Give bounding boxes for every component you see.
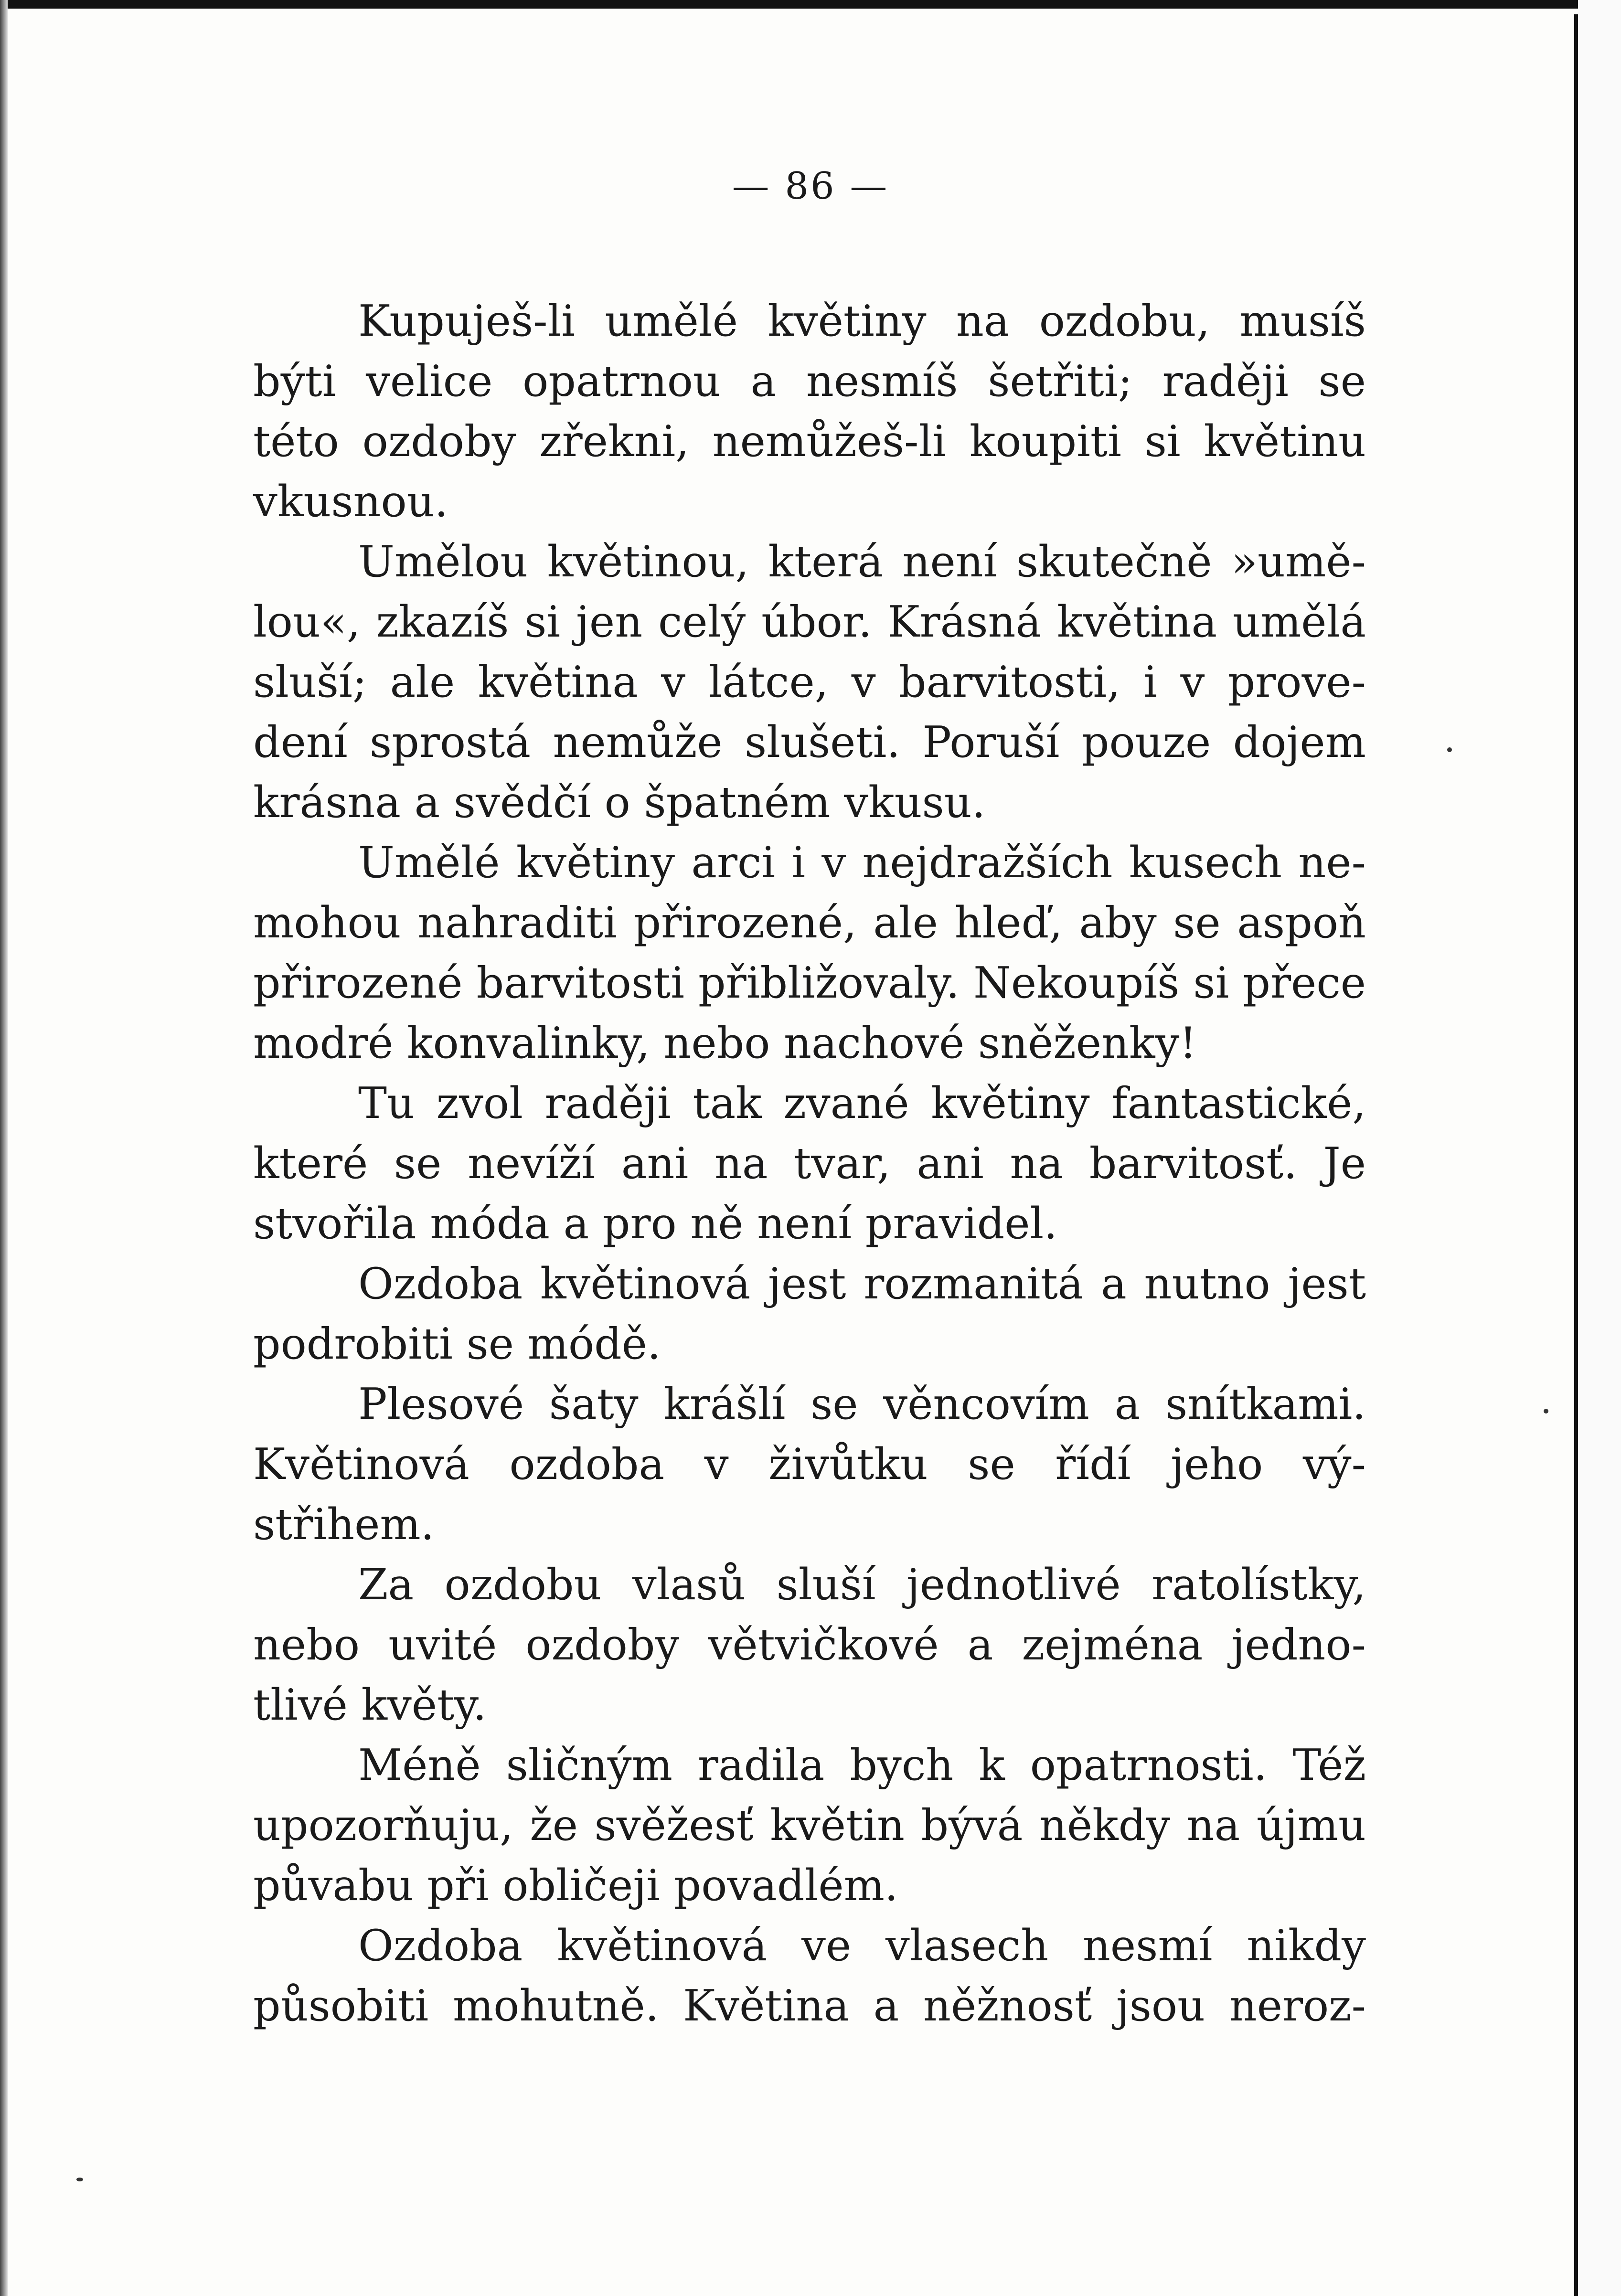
text-line: Tu zvol raději tak zvané květiny fantastické,	[358, 1078, 1366, 1128]
scan-speck	[76, 2178, 83, 2181]
body-text	[253, 291, 1366, 2036]
scan-right-rule	[1574, 14, 1578, 2296]
text-line: Ozdoba květinová jest rozmanitá a nutno jest	[358, 1259, 1366, 1309]
text-line: lou«, zkazíš si jen celý úbor. Krásná květina umělá	[253, 597, 1366, 647]
scan-top-edge	[0, 0, 1621, 9]
text-line: Plesové šaty krášlí se věncovím a snítkami.	[358, 1379, 1366, 1429]
text-line: Umělou květinou, která není skutečně »umě-	[358, 537, 1366, 587]
text-line: modré konvalinky, nebo nachové sněženky!	[253, 1018, 1197, 1068]
text-line: Kupuješ-li umělé květiny na ozdobu, musíš	[358, 296, 1366, 346]
text-line: dení sprostá nemůže slušeti. Poruší pouze dojem	[253, 717, 1366, 767]
text-line: Méně sličným radila bych k opatrnosti. Též	[358, 1740, 1366, 1790]
text-line: přirozené barvitosti přibližovaly. Nekoupíš si přece	[253, 958, 1366, 1008]
text-line: býti velice opatrnou a nesmíš šetřiti; raději se	[253, 356, 1366, 406]
text-line: působiti mohutně. Květina a něžnosť jsou neroz-	[253, 1981, 1366, 2031]
text-line: Umělé květiny arci i v nejdražších kusech ne-	[358, 838, 1366, 888]
text-line: nebo uvité ozdoby větvičkové a zejména jedno-	[253, 1620, 1366, 1670]
text-line: této ozdoby zřekni, nemůžeš-li koupiti si květinu	[253, 416, 1366, 467]
text-line: Ozdoba květinová ve vlasech nesmí nikdy	[358, 1921, 1366, 1971]
text-line: upozorňuju, že svěžesť květin bývá někdy na újmu	[253, 1800, 1366, 1850]
scan-speck	[1447, 747, 1452, 752]
text-line: Květinová ozdoba v živůtku se řídí jeho vý-	[253, 1439, 1366, 1489]
text-line: krásna a svědčí o špatném vkusu.	[253, 777, 986, 828]
text-line: stvořila móda a pro ně není pravidel.	[253, 1199, 1057, 1249]
text-line: mohou nahraditi přirozené, ale hleď, aby se aspoň	[253, 898, 1366, 948]
scan-speck	[1544, 1409, 1548, 1414]
scan-left-edge	[0, 0, 8, 2296]
text-line: sluší; ale květina v látce, v barvitosti, i v prove-	[253, 657, 1366, 707]
text-line: které se nevíží ani na tvar, ani na barvitosť. Je	[253, 1138, 1366, 1189]
text-line: tlivé květy.	[253, 1680, 487, 1730]
text-line: Za ozdobu vlasů sluší jednotlivé ratolístky,	[358, 1560, 1366, 1610]
scan-right-margin	[1578, 0, 1621, 2296]
text-line: vkusnou.	[253, 477, 448, 527]
text-line: střihem.	[253, 1499, 435, 1550]
text-line: půvabu při obličeji povadlém.	[253, 1860, 898, 1911]
text-line: podrobiti se módě.	[253, 1319, 661, 1369]
page-number: — 86 —	[732, 165, 889, 208]
